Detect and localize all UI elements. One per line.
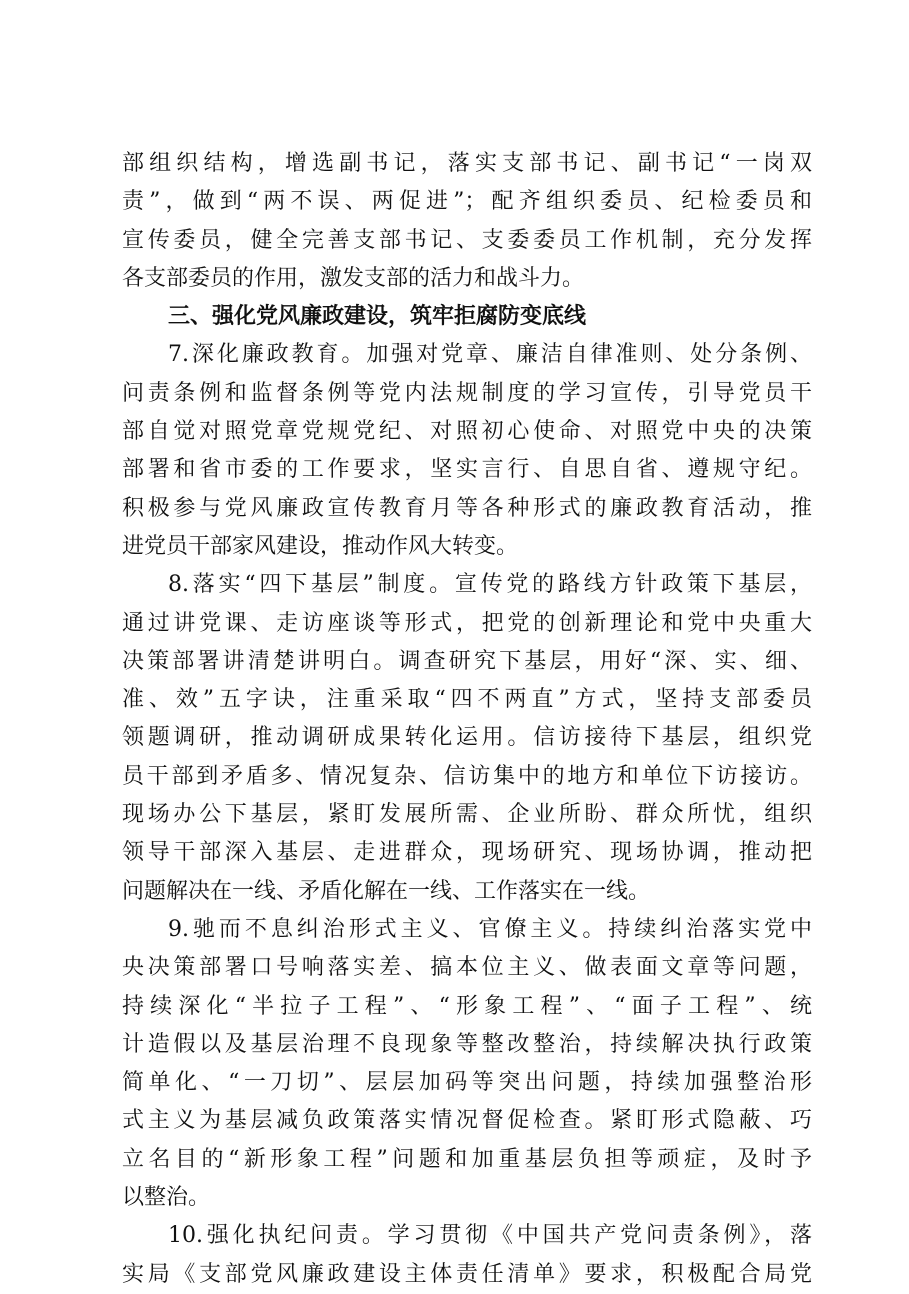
text-line: 进党员干部家风建设，推动作风大转变。 bbox=[122, 533, 519, 559]
text-line: 各支部委员的作用，激发支部的活力和战斗力。 bbox=[122, 265, 585, 291]
text-line: 简单化、“一刀切”、层层加码等突出问题，持续加强整治形 bbox=[122, 1070, 812, 1096]
text-line: 积极参与党风廉政宣传教育月等各种形式的廉政教育活动，推 bbox=[122, 495, 812, 521]
text-line: 领导干部深入基层、走进群众，现场研究、现场协调，推动把 bbox=[122, 840, 812, 866]
section-heading: 三、强化党风廉政建设，筑牢拒腐防变底线 bbox=[168, 304, 587, 330]
text-line: 准、效”五字诀，注重采取“四不两直”方式，坚持支部委员 bbox=[122, 687, 812, 713]
text-line: 持续深化“半拉子工程”、“形象工程”、“面子工程”、统 bbox=[122, 993, 812, 1019]
text-line: 实局《支部党风廉政建设主体责任清单》要求，积极配合局党 bbox=[122, 1261, 812, 1287]
text-line: 立名目的“新形象工程”问题和加重基层负担等顽症，及时予 bbox=[122, 1146, 812, 1172]
text-line: 7.深化廉政教育。加强对党章、廉洁自律准则、处分条例、 bbox=[168, 342, 812, 368]
text-line: 问责条例和监督条例等党内法规制度的学习宣传，引导党员干 bbox=[122, 380, 812, 406]
text-line: 部组织结构，增选副书记，落实支部书记、副书记“一岗双 bbox=[122, 151, 812, 176]
text-line: 责”，做到“两不误、两促进”；配齐组织委员、纪检委员和 bbox=[122, 189, 812, 215]
text-line: 现场办公下基层，紧盯发展所需、企业所盼、群众所忧，组织 bbox=[122, 802, 812, 828]
text-line: 宣传委员，健全完善支部书记、支委委员工作机制，充分发挥 bbox=[122, 227, 812, 253]
text-line: 部自觉对照党章党规党纪、对照初心使命、对照党中央的决策 bbox=[122, 419, 812, 445]
text-line: 员干部到矛盾多、情况复杂、信访集中的地方和单位下访接访。 bbox=[122, 763, 812, 789]
text-line: 计造假以及基层治理不良现象等整改整治，持续解决执行政策 bbox=[122, 1031, 812, 1057]
document-body bbox=[122, 145, 812, 1294]
text-line: 领题调研，推动调研成果转化运用。信访接待下基层，组织党 bbox=[122, 725, 812, 751]
text-line: 通过讲党课、走访座谈等形式，把党的创新理论和党中央重大 bbox=[122, 610, 812, 636]
text-line: 部署和省市委的工作要求，坚实言行、自思自省、遵规守纪。 bbox=[122, 457, 812, 483]
text-line: 10.强化执纪问责。学习贯彻《中国共产党问责条例》，落 bbox=[168, 1223, 812, 1249]
text-line: 以整治。 bbox=[122, 1185, 211, 1211]
text-line: 决策部署讲清楚讲明白。调查研究下基层，用好“深、实、细、 bbox=[122, 648, 812, 674]
text-line: 9.驰而不息纠治形式主义、官僚主义。持续纠治落实党中 bbox=[168, 916, 812, 942]
text-line: 央决策部署口号响落实差、搞本位主义、做表面文章等问题， bbox=[122, 955, 812, 981]
text-line: 式主义为基层减负政策落实情况督促检查。紧盯形式隐蔽、巧 bbox=[122, 1108, 812, 1134]
text-line: 8.落实“四下基层”制度。宣传党的路线方针政策下基层， bbox=[168, 572, 812, 598]
text-line: 问题解决在一线、矛盾化解在一线、工作落实在一线。 bbox=[122, 878, 651, 904]
